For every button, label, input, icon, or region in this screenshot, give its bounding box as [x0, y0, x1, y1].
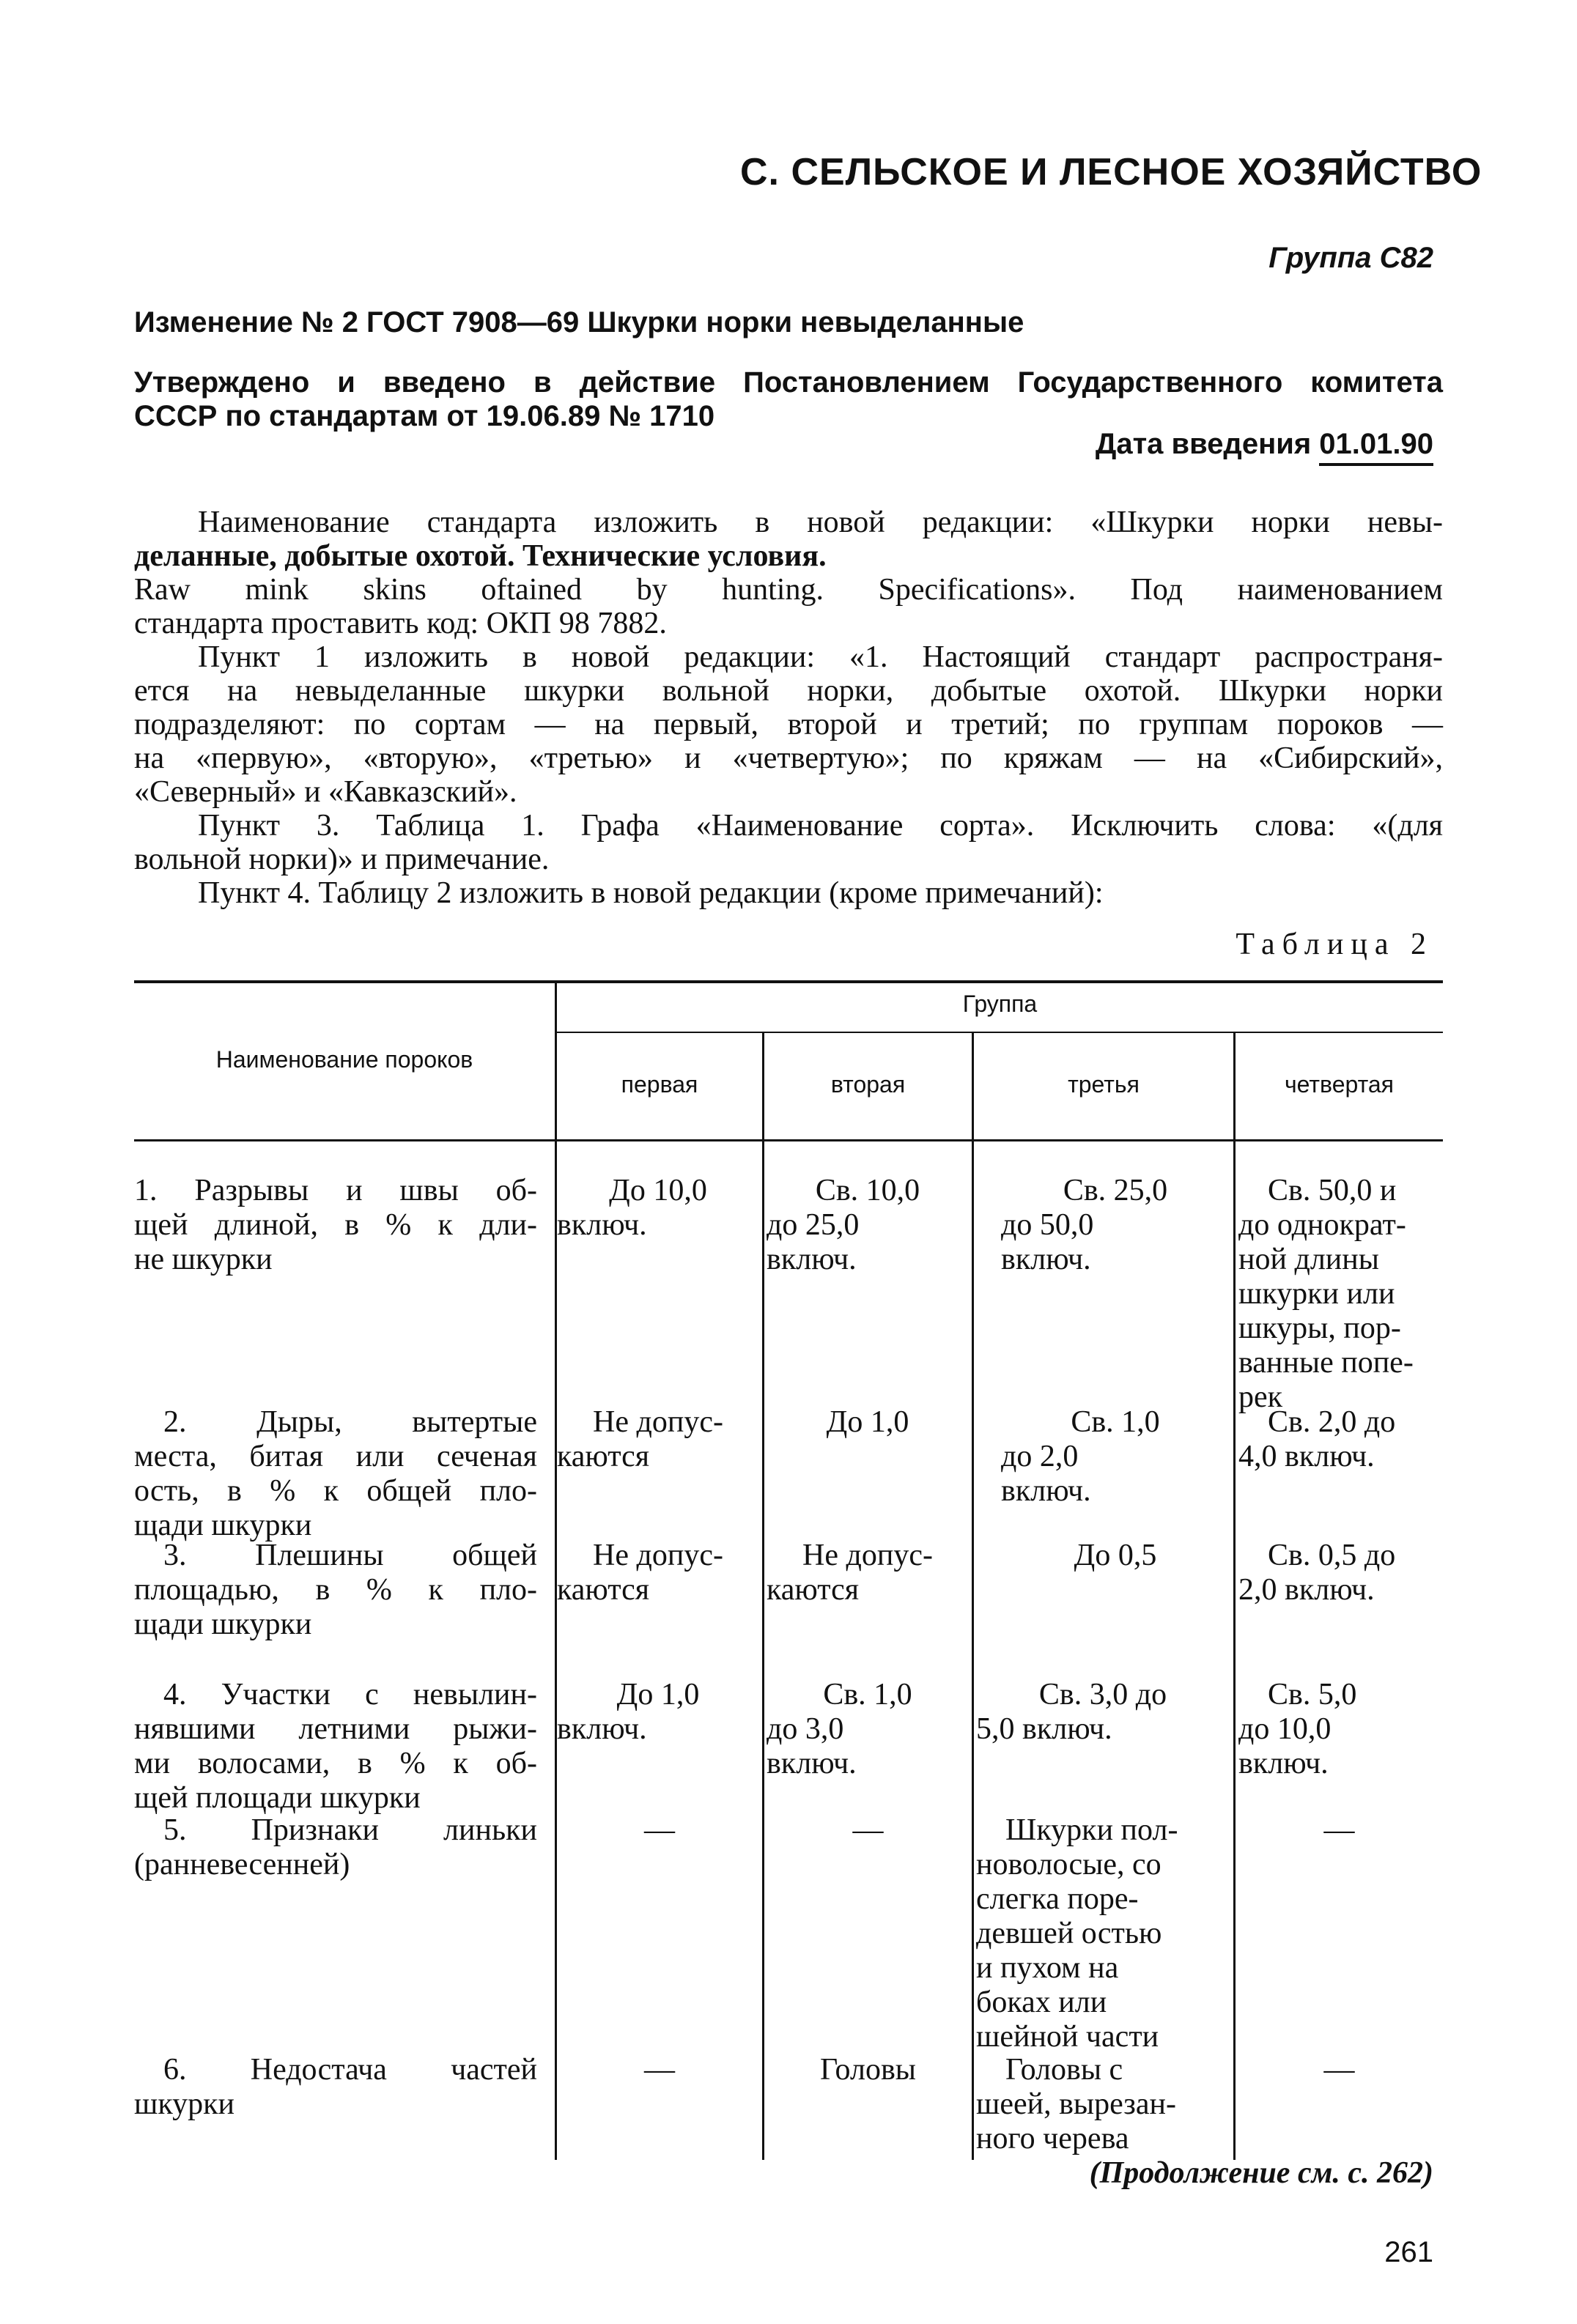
table-header-rule [134, 1139, 1443, 1141]
table-row-6-col-3 [976, 2053, 1230, 2156]
row-4-c2-line-2: до 3,0 [767, 1712, 844, 1746]
body-line-6: ется на невыделанные шкурки вольной норки, добытые охотой. Шкурки норки [134, 674, 1443, 708]
approved-line-1: Утверждено и введено в действие Постановлением Государственного комитета [134, 366, 1443, 399]
table-row-3-col-1 [557, 1539, 759, 1607]
table-row-1-name [134, 1174, 537, 1277]
table-top-rule [134, 980, 1443, 983]
row-4-c4-line-1: Св. 5,0 [1268, 1678, 1357, 1711]
table-row-6-col-2 [764, 2053, 972, 2087]
body-line-3: Raw mink skins oftained by hunting. Specifications». Под наименованием [134, 573, 1443, 607]
row-1-c2-line-1: Св. 10,0 [815, 1174, 920, 1207]
row-2-c3-line-1: Св. 1,0 [1071, 1405, 1160, 1439]
row-2-name-line-1: 2. Дыры, вытертые [163, 1405, 537, 1439]
row-1-c4-line-4: шкурки или [1238, 1277, 1395, 1311]
row-6-name-line-2: шкурки [134, 2087, 235, 2121]
row-1-c4-line-6: ванные попе- [1238, 1346, 1414, 1380]
row-6-c3-line-1: Головы с [1005, 2053, 1123, 2087]
row-3-c2-line-1: Не допус- [802, 1539, 933, 1572]
col-divider-1 [762, 1032, 764, 2160]
row-5-c3-line-2: новолосые, со [976, 1848, 1161, 1881]
body-line-9: «Северный» и «Кавказский». [134, 775, 517, 809]
row-5-c1-dash: — [644, 1813, 675, 1847]
table-head-col-1: первая [621, 1071, 698, 1098]
row-1-c2-line-2: до 25,0 [767, 1208, 860, 1242]
row-6-c2-line-1: Головы [819, 2053, 917, 2087]
row-4-c2-line-3: включ. [767, 1747, 857, 1780]
row-3-name-line-3: щади шкурки [134, 1607, 312, 1641]
table-row-6-col-1 [557, 2053, 762, 2087]
table-label: Таблица 2 [1236, 928, 1433, 961]
row-1-c2-line-3: включ. [767, 1243, 857, 1276]
row-2-c4-line-2: 4,0 включ. [1238, 1440, 1375, 1473]
row-5-c3-line-6: боках или [976, 1986, 1107, 2019]
body-line-5: Пункт 1 изложить в новой редакции: «1. Настоящий стандарт распространя- [198, 640, 1443, 674]
row-6-c3-line-3: ного черева [976, 2122, 1129, 2155]
table-row-3-col-3 [1001, 1539, 1230, 1573]
row-2-c3-line-2: до 2,0 [1001, 1440, 1079, 1473]
table-row-4-col-4 [1238, 1678, 1443, 1781]
row-1-c3-line-2: до 50,0 [1001, 1208, 1094, 1242]
row-4-name-line-4: щей площади шкурки [134, 1781, 421, 1815]
row-3-c1-line-2: каются [557, 1573, 650, 1607]
row-2-name-line-4: щади шкурки [134, 1509, 312, 1542]
row-1-c3-line-1: Св. 25,0 [1063, 1174, 1168, 1207]
table-row-5-col-1 [557, 1813, 762, 1848]
group-label: Группа С82 [1268, 242, 1433, 274]
row-2-c1-line-2: каются [557, 1440, 650, 1473]
row-6-c4-dash: — [1323, 2053, 1355, 2087]
body-line-4: стандарта проставить код: ОКП 98 7882. [134, 607, 667, 640]
table-row-1-col-4 [1238, 1174, 1443, 1415]
change-title: Изменение № 2 ГОСТ 7908—69 Шкурки норки невыделанные [134, 306, 1024, 338]
row-5-name-line-1: 5. Признаки линьки [163, 1813, 537, 1847]
approved-line-2: СССР по стандартам от 19.06.89 № 1710 [134, 400, 715, 432]
body-line-12: Пункт 4. Таблицу 2 изложить в новой редакции (кроме примечаний): [198, 876, 1104, 910]
row-3-name-line-1: 3. Плешины общей [163, 1539, 537, 1572]
row-1-c1-line-1: До 10,0 [609, 1174, 707, 1207]
row-1-c4-line-3: ной длины [1238, 1243, 1379, 1276]
row-2-c3-line-3: включ. [1001, 1474, 1091, 1508]
row-4-name-line-2: нявшими летними рыжи- [134, 1712, 537, 1746]
row-5-c2-dash: — [852, 1813, 884, 1847]
col-divider-2 [972, 1032, 974, 2160]
row-3-c2-line-2: каются [767, 1573, 860, 1607]
row-2-name-line-3: ость, в % к общей пло- [134, 1474, 537, 1508]
table-head-col-4: четвертая [1284, 1071, 1394, 1098]
table-row-5-col-3 [976, 1813, 1230, 2054]
row-5-c3-line-1: Шкурки пол- [1005, 1813, 1178, 1847]
row-1-c4-line-7: рек [1238, 1380, 1283, 1414]
row-5-c4-dash: — [1323, 1813, 1355, 1847]
row-5-c3-line-3: слегка поре- [976, 1882, 1139, 1916]
table-head-col-2: вторая [830, 1071, 906, 1098]
row-1-name-line-3: не шкурки [134, 1243, 273, 1276]
row-4-c4-line-2: до 10,0 [1238, 1712, 1332, 1746]
table-row-5-col-4 [1236, 1813, 1443, 1848]
body-line-11: вольной норки)» и примечание. [134, 843, 550, 876]
row-3-c4-line-2: 2,0 включ. [1238, 1573, 1375, 1607]
row-4-c3-line-1: Св. 3,0 до [1038, 1678, 1167, 1711]
section-title: С. СЕЛЬСКОЕ И ЛЕСНОЕ ХОЗЯЙСТВО [740, 151, 1482, 193]
row-2-c1-line-1: Не допус- [593, 1405, 723, 1439]
table-row-4-col-1 [557, 1678, 759, 1747]
row-4-c4-line-3: включ. [1238, 1747, 1329, 1780]
effective-date-label: Дата введения [1095, 428, 1312, 460]
table-row-4-col-2 [767, 1678, 969, 1781]
col-divider-3 [1233, 1032, 1236, 2160]
group-header-rule [555, 1032, 1443, 1033]
body-line-1: Наименование стандарта изложить в новой редакции: «Шкурки норки невы- [198, 506, 1443, 539]
row-4-name-line-3: ми волосами, в % к об- [134, 1747, 537, 1780]
body-line-2: деланные, добытые охотой. Технические условия. [134, 539, 827, 573]
row-2-c4-line-1: Св. 2,0 до [1268, 1405, 1396, 1439]
table-row-5-col-2 [764, 1813, 972, 1848]
row-4-c2-line-1: Св. 1,0 [823, 1678, 912, 1711]
table-row-2-name [134, 1405, 537, 1543]
row-2-name-line-2: места, битая или сеченая [134, 1440, 537, 1473]
row-1-name-line-1: 1. Разрывы и швы об- [134, 1174, 537, 1207]
row-2-c2-line-1: До 1,0 [826, 1405, 909, 1439]
row-1-c4-line-2: до однократ- [1238, 1208, 1406, 1242]
row-1-c1-line-2: включ. [557, 1208, 647, 1242]
row-1-c4-line-5: шкуры, пор- [1238, 1311, 1401, 1345]
row-1-c4-line-1: Св. 50,0 и [1268, 1174, 1397, 1207]
row-3-name-line-2: площадью, в % к пло- [134, 1573, 537, 1607]
table-row-3-col-4 [1238, 1539, 1443, 1607]
effective-date [1096, 428, 1433, 461]
body-line-8: на «первую», «вторую», «третью» и «четвертую»; по кряжам — на «Сибирский», [134, 741, 1443, 775]
row-5-c3-line-4: девшей остью [976, 1917, 1162, 1950]
table-row-2-col-2 [767, 1405, 969, 1440]
table-row-3-col-2 [767, 1539, 969, 1607]
row-5-c3-line-5: и пухом на [976, 1951, 1119, 1985]
table-row-1-col-2 [767, 1174, 969, 1277]
table-head-group: Группа [962, 991, 1038, 1017]
table-row-1-col-3 [1001, 1174, 1230, 1277]
table-row-2-col-4 [1238, 1405, 1443, 1474]
row-5-name-line-2: (ранневесенней) [134, 1848, 350, 1881]
table-row-6-col-4 [1236, 2053, 1443, 2087]
row-4-c3-line-2: 5,0 включ. [976, 1712, 1112, 1746]
table-row-1-col-1 [557, 1174, 759, 1243]
row-6-c3-line-2: шеей, вырезан- [976, 2087, 1176, 2121]
row-3-c1-line-1: Не допус- [593, 1539, 723, 1572]
body-line-7: подразделяют: по сортам — на первый, второй и третий; по группам пороков — [134, 708, 1443, 741]
table-row-6-name [134, 2053, 537, 2122]
page-number: 261 [1384, 2236, 1433, 2268]
table-row-2-col-3 [1001, 1405, 1230, 1509]
body-line-10: Пункт 3. Таблица 1. Графа «Наименование сорта». Исключить слова: «(для [198, 809, 1443, 843]
row-6-c1-dash: — [644, 2053, 675, 2087]
row-6-name-line-1: 6. Недостача частей [163, 2053, 537, 2087]
table-head-col-3: третья [1068, 1071, 1140, 1098]
effective-date-value: 01.01.90 [1319, 428, 1433, 466]
row-3-c4-line-1: Св. 0,5 до [1268, 1539, 1396, 1572]
row-3-c3-line-1: До 0,5 [1074, 1539, 1157, 1572]
continuation-note: (Продолжение см. с. 262) [1089, 2156, 1433, 2190]
table-row-2-col-1 [557, 1405, 759, 1474]
table-row-3-name [134, 1539, 537, 1642]
row-4-c1-line-2: включ. [557, 1712, 647, 1746]
row-5-c3-line-7: шейной части [976, 2020, 1159, 2054]
table-row-5-name [134, 1813, 537, 1882]
table-row-4-col-3 [976, 1678, 1230, 1747]
table-head-name: Наименование пороков [215, 1046, 473, 1073]
row-4-c1-line-1: До 1,0 [616, 1678, 700, 1711]
row-4-name-line-1: 4. Участки с невылин- [163, 1678, 537, 1711]
row-1-c3-line-3: включ. [1001, 1243, 1091, 1276]
table-row-4-name [134, 1678, 537, 1816]
row-1-name-line-2: щей длиной, в % к дли- [134, 1208, 537, 1242]
